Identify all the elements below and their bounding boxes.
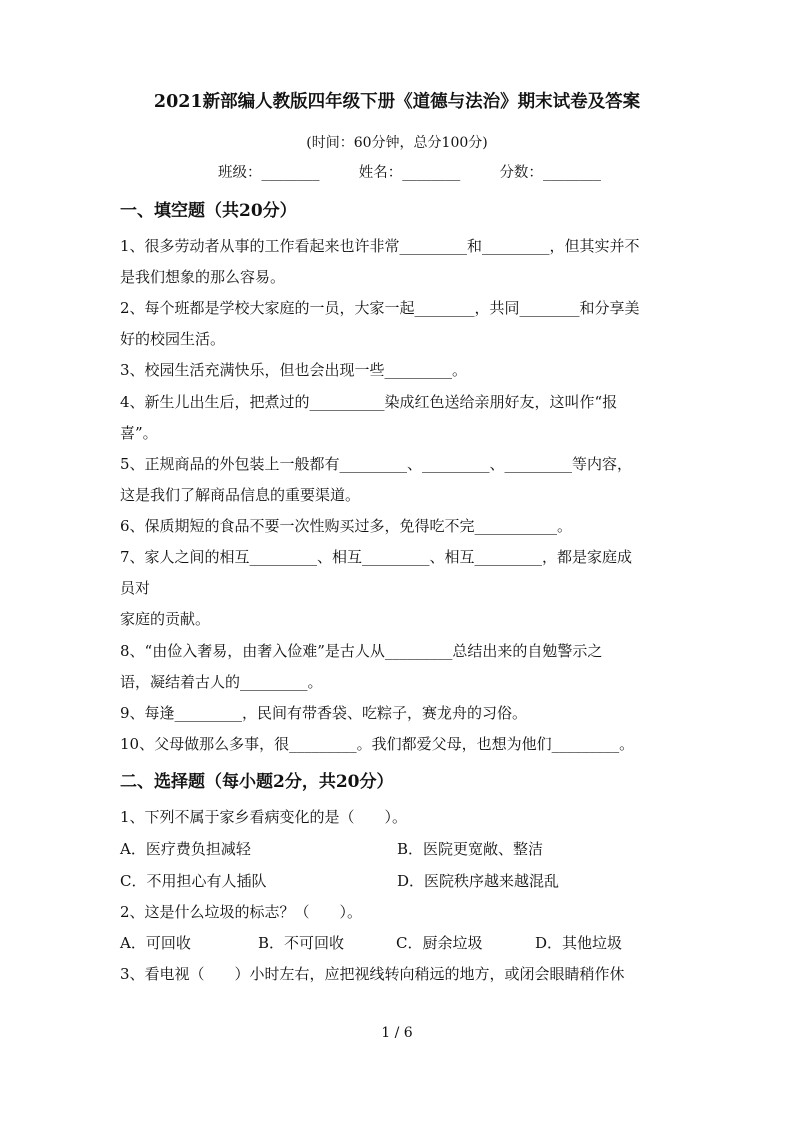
class-blank: ________ [261,165,320,181]
fill-line: 8、“由俭入奢易，由奢入俭难”是古人从_________总结出来的自勉警示之 [120,642,603,660]
fill-line: 3、校园生活充满快乐，但也会出现一些_________。 [120,361,468,379]
fill-line: 语，凝结着古人的_________。 [120,673,323,691]
fill-line: 2、每个班都是学校大家庭的一员，大家一起________，共同________和分享美 [120,299,640,317]
score-label: 分数： [499,165,543,181]
question-3-stem: 3、看电视（ ）小时左右，应把视线转向稍远的地方，或闭会眼睛稍作休 [120,965,625,983]
name-blank: ________ [402,165,461,181]
score-blank: ________ [542,165,601,181]
question-1-option-c: C．不用担心有人插队 [120,872,267,890]
fill-line: 5、正规商品的外包装上一般都有_________、_________、_________等内容， [120,455,633,473]
page-number: 1 / 6 [381,1025,413,1041]
fill-line: 4、新生儿出生后，把煮过的__________染成红色送给亲朋好友，这叫作“报 [120,393,618,411]
question-1-option-a: A．医疗费负担减轻 [120,840,251,858]
class-label: 班级： [218,165,262,181]
fill-line: 是我们想象的那么容易。 [120,268,286,286]
fill-line: 这是我们了解商品信息的重要渠道。 [120,486,361,504]
fill-line: 家庭的贡献。 [120,610,211,628]
fill-line: 1、很多劳动者从事的工作看起来也许非常_________和_________，但其实并不 [120,237,640,255]
fill-line: 7、家人之间的相互_________、相互_________、相互_________，都是家庭成 [120,548,633,566]
fill-line: 9、每逢_________，民间有带香袋、吃粽子，赛龙舟的习俗。 [120,704,528,722]
fill-line: 员对 [120,579,151,597]
section2-heading: 二、选择题（每小题2分，共20分） [120,772,394,792]
section1-heading: 一、填空题（共20分） [120,201,297,221]
question-1-option-b: B．医院更宽敞、整洁 [397,840,544,858]
fill-line: 喜”。 [120,424,158,442]
question-2-stem: 2、这是什么垃圾的标志？（ ）。 [120,903,363,921]
question-1-option-d: D．医院秩序越来越混乱 [397,872,560,890]
question-2-option-d: D．其他垃圾 [535,934,623,952]
question-2-option-b: B．不可回收 [258,934,345,952]
fill-line: 10、父母做那么多事，很_________。我们都爱父母，也想为他们_________。 [120,735,635,753]
question-2-option-c: C．厨余垃圾 [396,934,483,952]
fill-line: 好的校园生活。 [120,330,226,348]
name-label: 姓名： [358,165,403,181]
exam-title: 2021新部编人教版四年级下册《道德与法治》期末试卷及答案 [153,92,641,112]
question-1-stem: 1、下列不属于家乡看病变化的是（ ）。 [120,808,408,826]
question-2-option-a: A．可回收 [120,934,191,952]
fill-line: 6、保质期短的食品不要一次性购买过多，免得吃不完___________。 [120,517,573,535]
student-info-row [218,161,601,182]
exam-subtitle: (时间：60分钟，总分100分) [306,135,488,151]
